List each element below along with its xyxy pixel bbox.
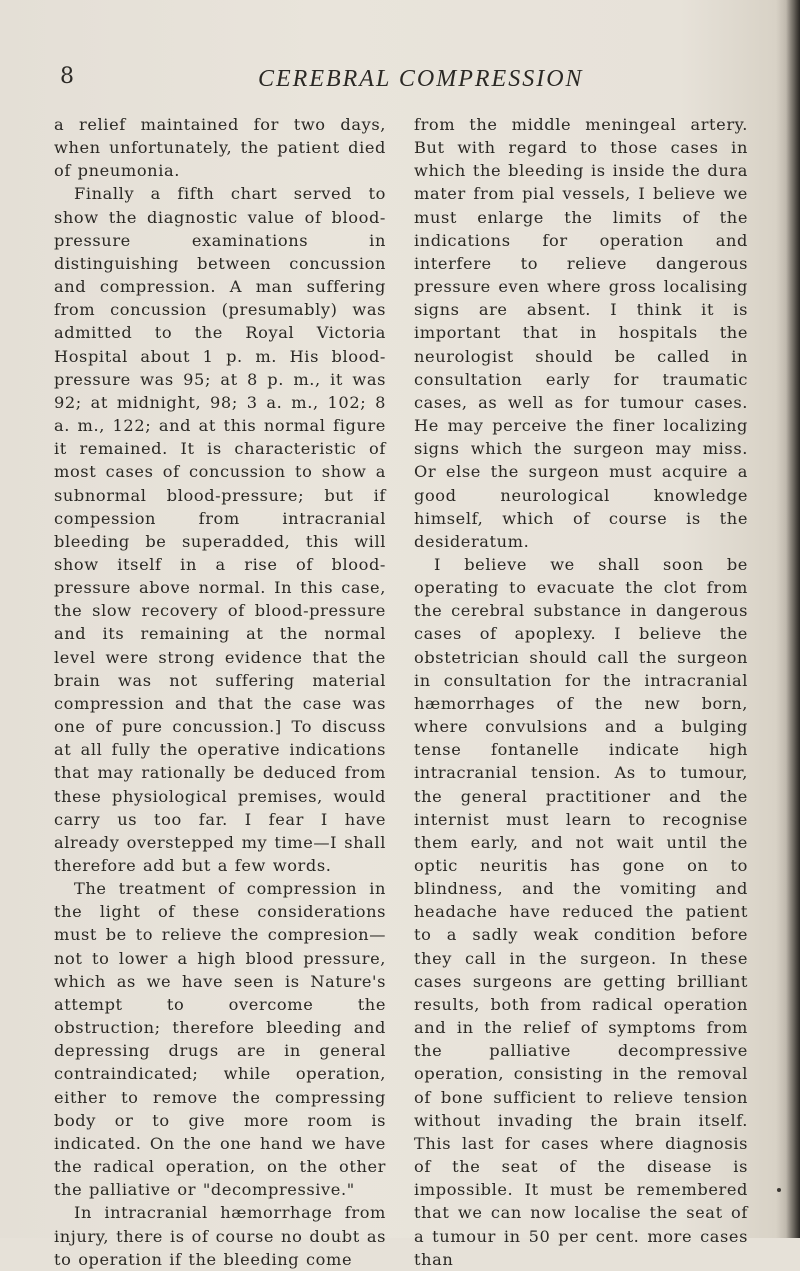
margin-dot	[777, 1188, 781, 1192]
left-text-column	[54, 113, 386, 1271]
paragraph: In intracranial hæmorrhage from injury, there is of course no doubt as to operation if the bleeding come	[54, 1203, 386, 1269]
paragraph: The treatment of compression in the light of these considerations must be to relieve the compresion—not to lower a high blood pressure, which as we have seen is Nature's attempt to overcome the obstruction; therefore bleeding and depressing drugs are in general contraindicated; while operation, either to remove the compressing body or to give more room is indicated. On the one hand we have the radical operation, on the other the palliative or "decompressive."	[54, 879, 386, 1200]
page-edge-shadow	[786, 0, 800, 1238]
paragraph: I believe we shall soon be operating to evacuate the clot from the cerebral substance in dangerous cases of apoplexy. I believe the obstetrician should call the surgeon in consultation for the intracranial hæmorrhages of the new born, where convulsions and a bulging tense fontanelle indicate high intracranial tension. As to tumour, the general practitioner and the internist must learn to recognise them early, and not wait until the optic neuritis has gone on to blindness, and the vomiting and headache have reduced the patient to a sadly weak condition before they call in the surgeon. In these cases surgeons are getting brilliant results, both from radical operation and in the relief of symptoms from the palliative decompressive operation, consisting in the removal of bone sufficient to relieve tension without invading the brain itself. This last for cases where diagnosis of the seat of the disease is impossible. It must be remembered that we can now localise the seat of a tumour in 50 per cent. more cases than	[414, 554, 748, 1269]
page-number: 8	[60, 64, 74, 89]
running-title: CEREBRAL COMPRESSION	[258, 66, 584, 92]
paragraph: from the middle meningeal artery. But with regard to those cases in which the bleeding is inside the dura mater from pial vessels, I believe we must enlarge the limits of the indications for operation and interfere to relieve dangerous pressure even where gross localising signs are absent. I think it is important that in hospitals the neurologist should be called in consultation early for traumatic cases, as well as for tumour cases. He may perceive the finer localizing signs which the surgeon may miss. Or else the surgeon must acquire a good neurological knowledge himself, which of course is the desideratum.	[414, 115, 748, 551]
paragraph: a relief maintained for two days, when unfortunately, the patient died of pneumonia.	[54, 115, 386, 181]
paragraph: Finally a fifth chart served to show the diagnostic value of blood-pressure examinations in distinguishing between concussion and compression. A man suffering from concussion (presumably) was admitted to the Royal Victoria Hospital about 1 p. m. His blood-pressure was 95; at 8 p. m., it was 92; at midnight, 98; 3 a. m., 102; 8 a. m., 122; and at this normal figure it remained. It is characteristic of most cases of concussion to show a subnormal blood-pressure; but if compession from intracranial bleeding be superadded, this will show itself in a rise of blood-pressure above normal. In this case, the slow recovery of blood-pressure and its remaining at the normal level were strong evidence that the brain was not suffering material compression and that the case was one of pure concussion.] To discuss at all fully the operative indications that may rationally be deduced from these physiological premises, would carry us too far. I fear I have already overstepped my time—I shall therefore add but a few words.	[54, 184, 386, 875]
right-text-column	[414, 113, 748, 1271]
